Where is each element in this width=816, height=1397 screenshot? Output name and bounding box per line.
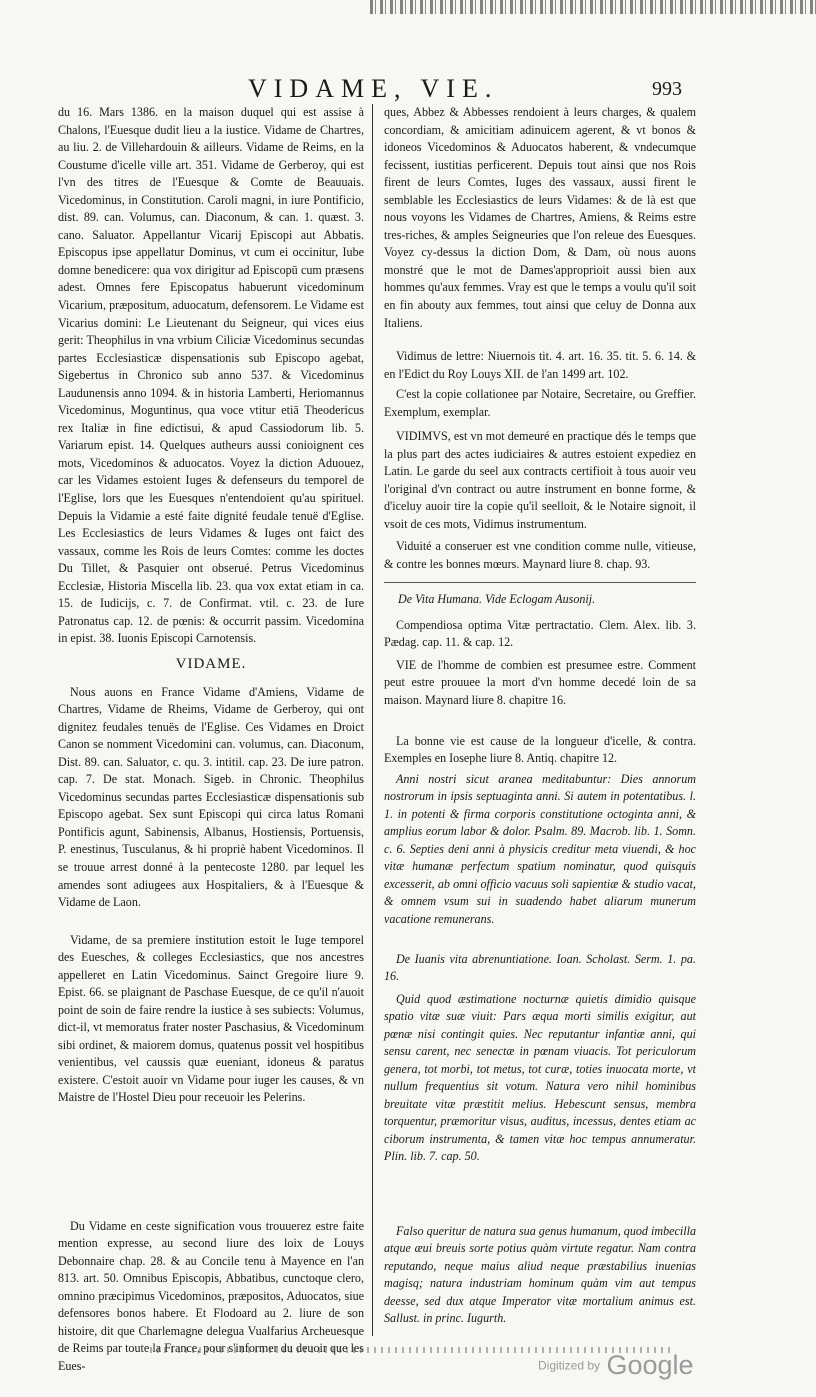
- digitized-watermark: [538, 1350, 694, 1381]
- paragraph-vidimus: VIDIMVS, est vn mot demeuré en practique dés le temps que la plus part des actes iudiciaires & autres estoient expediez en Latin. Le garde du seel aux contracts certifioit à tous auoir veu l'original d'vn contract ou autre instrument en bonne forme, & d'iceluy auoir tire la copie qu'il seelloit, & le Notaire signoit, il vsoit de ces mots, Vidimus instrumentum.: [384, 429, 696, 531]
- paragraph-quid-quod: Quid quod æstimatione nocturnæ quietis dimidio quisque spatio vitæ suæ viuit: Pars æqua morti similis exigitur, aut pœnæ nisi contingit quies. Nec reputantur infantiæ anni, qui sensu carent, nec senectæ in pœnam viuacis. Tot periculorum genera, tot morbi, tot metus, tot curæ, toties inuocata morte, vt nullum frequentius sit votum. Natura vero nihil hominibus breuitate vitæ præstitit melius. Hebescunt sensus, membra torquentur, præmoritur visus, auditus, incessus, dentes etiam ac ciborum instrumenta, & tamen vitæ hoc tempus annumeratur. Plin. lib. 7. cap. 50.: [384, 991, 696, 1164]
- column-divider: [372, 104, 373, 1336]
- paragraph-vidimus-lettre: Vidimus de lettre: Niuernois tit. 4. art. 16. 35. tit. 5. 6. 14. & en l'Edict du Roy Louys XII. de l'an 1499 art. 102.: [384, 349, 696, 381]
- paragraph-falso-queritur: Falso queritur de natura sua genus humanum, quod imbecilla atque æui breuis sorte potius quàm virtute regatur. Nam contra reputando, neque maius aliud neque præstabilius inuenias magisq; natura industriam hominum quàm vim aut tempus deesse, sed dux atque Imperator vitæ mortalium animus est. Sallust. in princ. Iugurth.: [384, 1223, 696, 1326]
- paragraph-vidame-signification: Du Vidame en ceste signification vous trouuerez estre faite mention expresse, au second liure des loix de Louys Debonnaire chap. 28. & au Concile tenu à Mayence en l'an 813. art. 50. Omnibus Episcopis, Abbatibus, cunctoque clero, omnino præcipimus Vicedominos, præpositos, Aduocatos, siue defensores bonos habere. Et Flodoard au 2. liure de son histoire, dit que Charlemagne delegua Vualfarius Archeuesque de Reims par toute la France, pour s'informer du deuoir que les Eues-: [58, 1218, 364, 1373]
- paragraph-anni-nostri: Anni nostri sicut aranea meditabuntur: Dies annorum nostrorum in ipsis septuaginta anni. Si autem in potentatibus. l. 1. in potenti & firma corporis constitutione octoginta anni, & amplius eorum labor & dolor. Psalm. 89. Macrob. lib. 1. Somn. c. 6. Septies deni anni à physicis creditur meta viuendi, & hoc vitæ humanæ perfectum spatium nominatur, quod quisquis excesserit, ab omni officio vacuus soli sapientiæ & studio vacat, & omnem vsum sui in suadendo habet aliarum munerum vacatione remunerans.: [384, 771, 696, 926]
- watermark-prefix: Digitized by: [538, 1358, 601, 1373]
- page-number: 993: [652, 78, 682, 100]
- paragraph-vidame-references: du 16. Mars 1386. en la maison duquel qui est assise à Chalons, l'Euesque dudit lieu a la iustice. Vidame de Chartres, au liu. 2. de Villehardouin & ailleurs. Vidame de Reims, en la Coustume d'icelle ville art. 351. Vidame de Gerberoy, qui est l'vn des titres de l'Euesque & Comte de Beauuais. Vicedominus, in Constitution. Caroli magni, in iure Pontificio, dist. 89. can. Volumus, can. Diaconum, & can. 1. quæst. 3. cano. Saluator. Appellantur Vicarij Episcopi aut Abbatis. Episcopus ipse appellatur Dominus, vt cum ei occinitur, Iube domne benedicere: qua vox dirigitur ad Episcopū cum præsens adest. Omnes fere Episcopatus habuerunt vicedominum Vicarium, præpositum, aduocatum, defensorem. Le Vidame est Vicarius domini: Le Lieutenant du Seigneur, qui vices eius gerit: Theophilus in vna vrbium Ciliciæ Vicedominus secundas partes Ecclesiasticæ dispensationis sub Episcopo agebat, Sigebertus in Chronico sub anno 537. & Vicedominus Laudunensis anno 1094. & in historia Lamberti, Heriomannus Vicedominus, Moguntinus, qua voce vtitur etiā Theodericus rex Italiæ in fine edictisui, & apud Cassiodorum lib. 5. Variarum epist. 14. Quelques autheurs aussi conioignent ces mots, Vicedominos & aduocatos. Voyez la diction Aduouez, car les Vidames estoient Iuges & defenseurs du temporel de l'Eglise, lors que les Euesques n'entendoient qu'au spirituel. Depuis la Vidamie a esté faite dignité feudale tenuë d'Eglise. Les Ecclesiastics de leurs Vidames & Iuges ont faict des vassaux, comme les Rois de leurs Comtes: comme les doctes Du Tillet, & Pasquier ont obserué. Petrus Vicedominus Ecclesiæ, Historia Miscella lib. 23. qua vox extat etiam in ca. 15. de Iudicijs, c. 7. de Confirmat. vtil. c. 23. de Iure Patronatus cap. 12. de pœnis: & occurrit passim. Vicedomina in epist. 38. Iuonis Episcopi Carnotensis.: [58, 105, 364, 646]
- google-logo: Google: [606, 1350, 694, 1380]
- subheading-vita-humana: De Vita Humana. Vide Eclogam Ausonij.: [398, 592, 596, 606]
- right-column: [384, 104, 696, 1326]
- paragraph-vidame-institution: Vidame, de sa premiere institution estoit le Iuge temporel des Euesches, & colleges Ecclesiastics, que nos ancestres appelleret en Latin Vicedominus. Sainct Gregoire liure 9. Epist. 66. se plaignant de Paschase Euesque, de ce qu'il n'auoit point de soin de faire rendre la iustice à ses subiects: Volumus, dict-il, vt memoratus frater noster Paschasius, & Vicedominum sibi ordinet, & maiorem domus, quatenus possit vel hospitibus venientibus, vel caussis quæ eueniant, idoneus & paratus existere. C'estoit auoir vn Vidame pour iuger les causes, & vn Maistre de l'Hostel Dieu pour receuoir les Pelerins.: [58, 932, 364, 1105]
- paragraph-vie-homme: VIE de l'homme de combien est presumee estre. Comment peut estre prouuee la mort d'vn homme decedé loin de sa maison. Maynard liure 8. chapitre 16.: [384, 657, 696, 707]
- top-scan-strip: [370, 0, 816, 14]
- paragraph-viduite: Viduité a conseruer est vne condition comme nulle, vitieuse, & contre les bonnes mœurs. Maynard liure 8. chap. 93.: [384, 539, 696, 571]
- paragraph-bonne-vie: La bonne vie est cause de la longueur d'icelle, & contra. Exemples en Iosephe liure 8. Antiq. chapitre 12.: [384, 733, 696, 766]
- section-rule: [384, 582, 696, 583]
- paragraph-vidame-continued: ques, Abbez & Abbesses rendoient à leurs charges, & qualem concordiam, & amicitiam adinuicem agerent, & vt bonos & idoneos Vicedominos & Aduocatos haberent, & vndecumque fecissent, iustitias perficerent. Depuis tout ainsi que nos Rois firent de leurs Comtes, Iuges des vassaux, aussi firent le semblable les Ecclesiastics de leurs Vidames: & de là est que nous voyons les Vidames de Chartres, Amiens, & Reims estre tres-riches, & amples Seigneuries que l'on releue des Euesques. Voyez cy-dessus la diction Dom, & Dam, où nous auons monstré que le mot de Dames'approprioit aussi bien aux hommes qu'aux femmes. Vray est que le temps a voulu qu'il soit en fin abouty aux femmes, tout ainsi que celuy de Donna aux Italiens.: [384, 105, 696, 330]
- section-heading-vidame: VIDAME.: [175, 656, 247, 672]
- paragraph-compendiosa: Compendiosa optima Vitæ pertractatio. Clem. Alex. lib. 3. Pædag. cap. 11. & cap. 12.: [384, 617, 696, 650]
- left-column: [58, 104, 364, 1394]
- running-header: VIDAME, VIE.: [248, 74, 499, 103]
- paragraph-abrenuntiatione: De Iuanis vita abrenuntiatione. Ioan. Scholast. Serm. 1. pa. 16.: [384, 951, 696, 984]
- paragraph-copie-collationee: C'est la copie collationee par Notaire, Secretaire, ou Greffier. Exemplum, exemplar.: [384, 387, 696, 419]
- paragraph-vidame-france: Nous auons en France Vidame d'Amiens, Vidame de Chartres, Vidame de Rheims, Vidame de Gerberoy, qui ont dignitez feudales tenuës de l'Eglise. Ces Vidames en Droict Canon se nomment Vicedomini can. volumus, can. Diaconum, Dist. 89. can. Saluator, c. qu. 3. intitil. cap. 23. De iure patron. cap. 7. De stat. Monach. Sigeb. in Chronic. Theophilus Vicedominus secundas partes Ecclesiasticæ dispensationis sub Episcopo agebat. Sex sunt Episcopi qui circa latus Romani Pontificis agunt, Sabinensis, Albanus, Hostiensis, Portuensis, P. enestinus, Tusculanus, & hi propriè habent Vicedominos. Il se trouue arrest donné à la pentecoste 1280. par lequel les amendes sont adiugees aux Hospitaliers, & à l'Euesque & Vidame de Laon.: [58, 684, 364, 910]
